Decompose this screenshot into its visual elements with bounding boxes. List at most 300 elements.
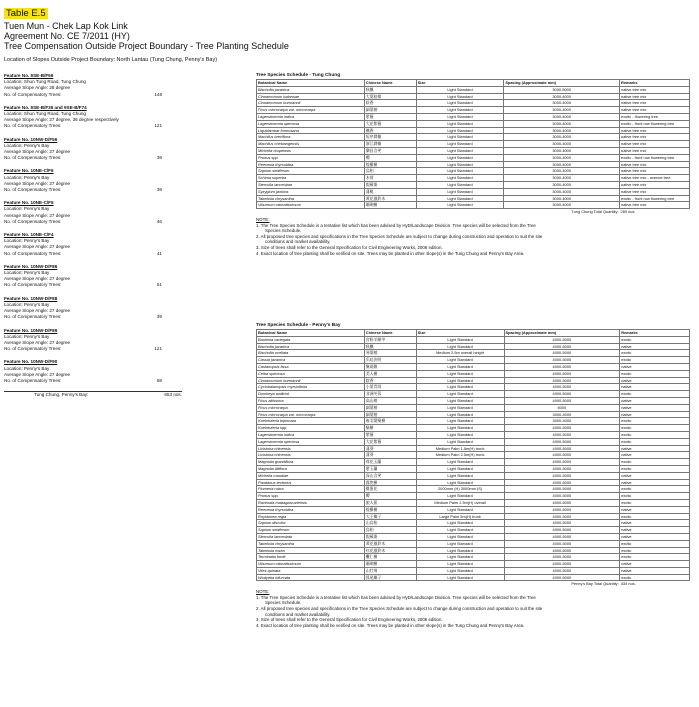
note-line: 4. Exact location of tree planting shall be verified on site. Trees may be planted in other slope(s) in the Tung Chung and Penny's Bay Area. [256,622,525,628]
feature-block [4,359,244,384]
spacing-cell: 4000-5000 [504,452,620,459]
size-cell: Light Standard [416,202,504,209]
table-row [257,486,690,493]
chinese-name-cell: 大王椰子 [364,513,416,520]
note-line: 3. Size of trees shall refer to the General Specification for Civil Engineering Works, 2006 edition. [256,617,443,623]
botanical-name-cell: Prunus spp. [257,493,365,500]
table-row [257,425,690,432]
feature-title: Feature No. 10NW-D/F56 [4,136,58,142]
remarks-cell: native [620,384,690,391]
remarks-cell: native tree mix [620,107,690,114]
column-header: Size [416,330,504,337]
spacing-cell: 4000-5000 [504,377,620,384]
botanical-name-cell: Sapium sebiferum [257,168,365,175]
total-quantity-label: Penny's Bay Total Quantity: [571,581,619,587]
size-cell: Light Standard [416,154,504,161]
chinese-name-cell: 楓香 [364,127,416,134]
spacer-cell [364,581,416,587]
spacing-cell: 4000-5000 [504,431,620,438]
spacer-cell [257,209,365,215]
size-cell: Light Standard [416,86,504,93]
table-row [257,127,690,134]
botanical-name-cell: Livistona chinensis [257,445,365,452]
size-cell: Light Standard [416,175,504,182]
table-label: Table E.5 [6,8,46,19]
schedule-title: Tree Compensation Outside Project Boundary - Tree Planting Schedule [4,41,289,51]
spacing-cell: 4000-5000 [504,561,620,568]
size-cell: Light Standard [416,384,504,391]
remarks-cell: native tree mix [620,147,690,154]
botanical-name-cell: Ficus microcarpa [257,404,365,411]
size-cell: Medium Palm 2.5m(H) trunk [416,452,504,459]
spacing-cell: 4000-5000 [504,357,620,364]
botanical-name-cell: Ficus altissima [257,397,365,404]
spacing-cell: 3000-5000 [504,86,620,93]
remarks-cell: native [620,411,690,418]
feature-detail: Location: Shun Tung Road, Tung Chung [4,111,86,117]
spacing-cell: 4000-5000 [504,445,620,452]
spacing-cell: 4000-5000 [504,533,620,540]
chinese-name-cell: 山牡荊 [364,567,416,574]
column-header: Spacing (Approximate mm) [504,80,620,87]
size-cell: Light Standard [416,168,504,175]
column-header: Botanical Name [257,330,365,337]
note-line: 2. All proposed tree species and specifications in the Tree Species Schedule are subject to change during construction and operation to suit the site [256,233,543,239]
table-row [257,181,690,188]
size-cell: Light Standard [416,147,504,154]
size-cell: Light Standard [416,561,504,568]
botanical-name-cell: Sterculia lanceolata [257,181,365,188]
size-cell: Light Standard [416,459,504,466]
remarks-cell: native tree mix - avenue tree [620,175,690,182]
table-row [257,195,690,202]
compensatory-trees-label: No. of Compensatory Trees: [4,314,62,320]
chinese-name-cell: 紅花風鈴木 [364,547,416,554]
spacing-cell: 4000-5000 [504,363,620,370]
table-row [257,411,690,418]
botanical-name-cell: Michelia chapensis [257,147,365,154]
grand-total-row [4,391,182,398]
compensatory-trees-label: No. of Compensatory Trees: [4,91,62,97]
size-cell: Light Standard [416,540,504,547]
table-row [257,479,690,486]
spacing-cell: 4000-5000 [504,479,620,486]
table-row [257,370,690,377]
chinese-name-cell: 珊瑚樹 [364,561,416,568]
size-cell: Light Standard [416,431,504,438]
chinese-name-cell: 非洲芙蓉 [364,391,416,398]
chinese-name-cell: 山烏桕 [364,520,416,527]
table-header-row [257,330,690,337]
compensatory-trees-row [4,187,162,193]
size-cell: Light Standard [416,465,504,472]
botanical-name-cell: Lagerstroemia indica [257,113,365,120]
remarks-cell: exotic [620,391,690,398]
remarks-cell: native tree mix [620,100,690,107]
compensatory-trees-label: No. of Compensatory Trees: [4,282,62,288]
note-line: 2. All proposed tree species and specifications in the Tree Species Schedule are subject to change during construction and operation to suit the site [256,606,543,612]
botanical-name-cell: Prunus spp. [257,154,365,161]
remarks-cell: native [620,533,690,540]
feature-block [4,296,244,321]
botanical-name-cell: Michelia maudiae [257,472,365,479]
spacing-cell: 4000-5000 [504,472,620,479]
chinese-name-cell: 秋楓 [364,343,416,350]
botanical-name-cell: Wodyetia bifurcata [257,574,365,581]
note-line: conditions and market availability. [265,611,331,617]
botanical-name-cell: Ceiba speciosa [257,370,365,377]
remarks-cell: exotic [620,425,690,432]
note-line: conditions and market availability. [265,239,331,245]
remarks-cell: native tree mix [620,93,690,100]
feature-detail: Average Slope Angle: 27 degree [4,339,71,345]
chinese-name-cell: 荷花玉蘭 [364,459,416,466]
remarks-cell: native tree mix [620,86,690,93]
botanical-name-cell: Reevesia thyrsoidea [257,161,365,168]
botanical-name-cell: Schima superba [257,175,365,182]
remarks-cell: exotic - front row flowering tree [620,120,690,127]
spacing-cell: 3000-4000 [504,195,620,202]
table-row [257,567,690,574]
compensatory-trees-count: 58 [156,377,162,383]
remarks-cell: native [620,445,690,452]
spacer-cell [416,581,504,587]
compensatory-trees-count: 51 [156,282,162,288]
size-cell: Light Standard [416,134,504,141]
remarks-cell: native [620,506,690,513]
document-header [4,3,289,51]
chinese-name-cell: 大花紫薇 [364,120,416,127]
feature-detail: Average Slope Angle: 27 degree, 36 degree respectively [4,117,119,123]
compensatory-trees-count: 39 [156,187,162,193]
feature-detail: Location: Shun Tung Road, Tung Chung [4,79,86,85]
table-row [257,527,690,534]
column-header: Chinese Name [364,80,416,87]
notes-title: NOTE: [256,589,270,595]
feature-block [4,264,244,289]
chinese-name-cell: 蒲葵 [364,452,416,459]
size-cell: Light Standard [416,472,504,479]
feature-title: Feature No. 10NW-D/F90 [4,359,58,365]
table-row [257,120,690,127]
remarks-cell: native [620,567,690,574]
compensatory-trees-count: 39 [156,314,162,320]
chinese-name-cell: 高山榕 [364,397,416,404]
chinese-name-cell: 蒲葵 [364,445,416,452]
botanical-name-cell: Liquidambar formosana [257,127,365,134]
feature-detail: Location: Penny's Bay [4,301,50,307]
chinese-name-cell: 美人樹 [364,370,416,377]
note-line: 4. Exact location of tree planting shall be verified on site. Trees may be planted in other slope(s) in the Tung Chung and Penny's Bay Area. [256,250,525,256]
size-cell: Large Palm 5m(H) trunk [416,513,504,520]
size-cell: Light Standard [416,520,504,527]
chinese-name-cell: 烏桕 [364,168,416,175]
chinese-name-cell: 梭羅樹 [364,161,416,168]
size-cell: Light Standard [416,554,504,561]
size-cell: Light Standard [416,411,504,418]
feature-block [4,328,244,353]
chinese-name-cell: 欒樹 [364,425,416,432]
chinese-name-cell: 陰香 [364,100,416,107]
pennys-bay-table [256,329,690,587]
column-header: Remarks [620,330,690,337]
remarks-cell: exotic - flowering tree [620,113,690,120]
table-row [257,547,690,554]
total-row [257,581,690,587]
feature-block [4,168,244,193]
size-cell: Light Standard [416,343,504,350]
feature-title: Feature No. 9SE-B/F35 and 9SE-B/F74 [4,104,87,110]
feature-block [4,73,244,98]
table-row [257,404,690,411]
feature-detail: Location: Penny's Bay [4,333,50,339]
table-row [257,554,690,561]
chinese-name-cell: 假蘋婆 [364,181,416,188]
feature-detail: Average Slope Angle: 27 degree [4,371,71,377]
spacing-cell: 3000-4000 [504,141,620,148]
size-cell: Light Standard [416,141,504,148]
feature-block [4,200,244,225]
remarks-cell: native [620,527,690,534]
remarks-cell: exotic [620,554,690,561]
size-cell: Light Standard [416,188,504,195]
table-row [257,418,690,425]
table-row [257,472,690,479]
compensatory-trees-label: No. of Compensatory Trees: [4,218,62,224]
size-cell: Light Standard [416,377,504,384]
table-row [257,343,690,350]
note-line: Species Schedule. [265,228,302,234]
remarks-cell: native [620,404,690,411]
table-row [257,350,690,357]
feature-detail: Average Slope Angle: 27 degree [4,212,71,218]
table-row [257,154,690,161]
table-row [257,188,690,195]
remarks-cell: native tree mix [620,202,690,209]
spacing-cell: 4000-5000 [504,574,620,581]
chinese-name-cell: 櫻 [364,154,416,161]
size-cell: Light Standard [416,479,504,486]
table-row [257,574,690,581]
remarks-cell: exotic [620,438,690,445]
table-row [257,100,690,107]
spacing-cell: 4000-5000 [504,540,620,547]
table-row [257,175,690,182]
feature-detail: Average Slope Angle: 27 degree [4,244,71,250]
botanical-name-cell: Cassia javanica [257,357,365,364]
chinese-name-cell: 欖仁樹 [364,554,416,561]
table-row [257,513,690,520]
table-row [257,161,690,168]
spacing-cell: 4000-5000 [504,384,620,391]
remarks-cell: exotic [620,370,690,377]
chinese-name-cell: 細葉榕 [364,404,416,411]
table-row [257,465,690,472]
botanical-name-cell: Ravenala madagascariensis [257,499,365,506]
grand-total-label: Tung Chung, Penny's Bay: [34,392,89,398]
botanical-name-cell: Lagerstroemia speciosa [257,120,365,127]
compensatory-trees-row [4,346,162,352]
spacing-cell: 3000-4000 [504,127,620,134]
botanical-name-cell: Bischofia javanica [257,343,365,350]
column-header: Botanical Name [257,80,365,87]
spacing-cell: 3000-4000 [504,154,620,161]
botanical-name-cell: Tabebuia chrysantha [257,195,365,202]
botanical-name-cell: Sapium sebiferum [257,527,365,534]
size-cell: Light Standard [416,357,504,364]
table-row [257,113,690,120]
remarks-cell: native tree mix [620,168,690,175]
compensatory-trees-row [4,219,162,225]
remarks-cell: exotic - front row flowering tree [620,195,690,202]
remarks-cell: native [620,397,690,404]
spacing-cell: 3000-4000 [504,188,620,195]
spacing-cell: 4000-5000 [504,397,620,404]
table-row [257,445,690,452]
total-quantity-label: Tung Chung Total Quantity: [571,209,619,215]
feature-detail: Location: Penny's Bay [4,206,50,212]
compensatory-trees-label: No. of Compensatory Trees: [4,346,62,352]
total-row [257,209,690,215]
size-cell: Light Standard [416,506,504,513]
spacing-cell: 4000-5000 [504,499,620,506]
spacing-cell: 3000-4000 [504,107,620,114]
spacer-cell [364,209,416,215]
remarks-cell: exotic [620,336,690,343]
spacer-cell [416,209,504,215]
size-cell: Medium Palm 1.5m(H) trunk [416,445,504,452]
table-row [257,506,690,513]
chinese-name-cell: 雞蛋花 [364,486,416,493]
total-quantity-value: 269 nos. [620,209,636,215]
column-header: Chinese Name [364,330,416,337]
compensatory-trees-count: 148 [154,91,162,97]
pennys-bay-notes [256,589,690,628]
spacing-cell: 4000-5000 [504,547,620,554]
chinese-name-cell: 大葉桂樟 [364,93,416,100]
botanical-name-cell: Koelreuteria spp. [257,425,365,432]
size-cell: Light Standard [416,370,504,377]
compensatory-trees-label: No. of Compensatory Trees: [4,377,62,383]
size-cell: Light Standard [416,547,504,554]
feature-block [4,105,244,130]
table-row [257,493,690,500]
compensatory-trees-row [4,282,162,288]
compensatory-trees-row [4,155,162,161]
compensatory-trees-row [4,123,162,129]
spacing-cell: 3000-4000 [504,134,620,141]
size-cell: Medium Palm 2.5m(H) overall [416,499,504,506]
table-row [257,107,690,114]
spacing-cell: 3000-4000 [504,113,620,120]
feature-title: Feature No. 10NE-C/F5 [4,200,54,206]
chinese-name-cell: 短序潤楠 [364,134,416,141]
size-cell: Light Standard [416,100,504,107]
remarks-cell: native [620,452,690,459]
remarks-cell: exotic [620,540,690,547]
remarks-cell: exotic [620,350,690,357]
grand-total-value: 653 nos. [164,392,182,398]
remarks-cell: exotic [620,459,690,466]
spacing-cell: 4000-5000 [504,527,620,534]
spacing-cell: 4000-5000 [504,513,620,520]
feature-detail: Location: Penny's Bay [4,142,50,148]
size-cell: Light Standard [416,93,504,100]
chinese-name-cell: 爪哇決明 [364,357,416,364]
size-cell: Light Standard [416,574,504,581]
spacing-cell: 4000-5000 [504,370,620,377]
chinese-name-cell: 秋楓 [364,86,416,93]
botanical-name-cell: Viburnum odoratissimum [257,202,365,209]
size-cell: Light Standard [416,195,504,202]
feature-detail: Location: Penny's Bay [4,270,50,276]
botanical-name-cell: Bauhinia variegata [257,336,365,343]
chinese-name-cell: 烏桕 [364,527,416,534]
spacing-cell: 4000-5000 [504,350,620,357]
spacing-cell: 3000-4000 [504,411,620,418]
chinese-name-cell: 宮粉羊蹄甲 [364,336,416,343]
feature-detail: Location: Penny's Bay [4,365,50,371]
size-cell: Light Standard [416,181,504,188]
table-header-row [257,80,690,87]
botanical-name-cell: Lagerstroemia indica [257,431,365,438]
remarks-cell: exotic [620,493,690,500]
botanical-name-cell: Pandanus tectorius [257,479,365,486]
project-title: Tuen Mun - Chek Lap Kok Link [4,21,128,31]
table-row [257,431,690,438]
botanical-name-cell: Viburnum odoratissimum [257,561,365,568]
remarks-cell: exotic [620,574,690,581]
botanical-name-cell: Machilus breviflora [257,134,365,141]
feature-detail: Location: Penny's Bay [4,238,50,244]
feature-detail: Location: Penny's Bay [4,174,50,180]
size-cell: Light Standard [416,107,504,114]
remarks-cell: exotic [620,465,690,472]
column-header: Remarks [620,80,690,87]
size-cell: Light Standard [416,336,504,343]
spacing-cell: 4000-5000 [504,425,620,432]
chinese-name-cell: 黃花風鈴木 [364,195,416,202]
table-row [257,438,690,445]
spacing-cell: 3000-4000 [504,181,620,188]
spacing-cell: 4000-5000 [504,459,620,466]
size-cell: Light Standard [416,527,504,534]
chinese-name-cell: 梭羅樹 [364,506,416,513]
remarks-cell: native [620,561,690,568]
spacing-cell: 3000-4000 [504,120,620,127]
remarks-cell: native tree mix [620,161,690,168]
chinese-name-cell: 琴葉榕 [364,350,416,357]
remarks-cell: exotic [620,418,690,425]
botanical-name-cell: Koelreuteria bipinnata [257,418,365,425]
spacing-cell: 4000-5000 [504,567,620,574]
location-text: Location of Slopes Outside Project Boundary: North Lantau (Tung Chung, Penny's Bay) [4,57,218,63]
compensatory-trees-count: 121 [154,346,162,352]
botanical-name-cell: Syzygium jambos [257,188,365,195]
botanical-name-cell: Tabebuia rosea [257,547,365,554]
remarks-cell: exotic [620,513,690,520]
pennys-bay-table-title: Tree Species Schedule - Penny's Bay [256,323,341,328]
agreement-number: Agreement No. CE 7/2011 (HY) [4,31,130,41]
botanical-name-cell: Roystonea regia [257,513,365,520]
compensatory-trees-label: No. of Compensatory Trees: [4,187,62,193]
botanical-name-cell: Plumeria rubra [257,486,365,493]
table-row [257,86,690,93]
size-cell: Light Standard [416,418,504,425]
table-row [257,147,690,154]
compensatory-trees-row [4,92,162,98]
note-line: Species Schedule. [265,600,302,606]
